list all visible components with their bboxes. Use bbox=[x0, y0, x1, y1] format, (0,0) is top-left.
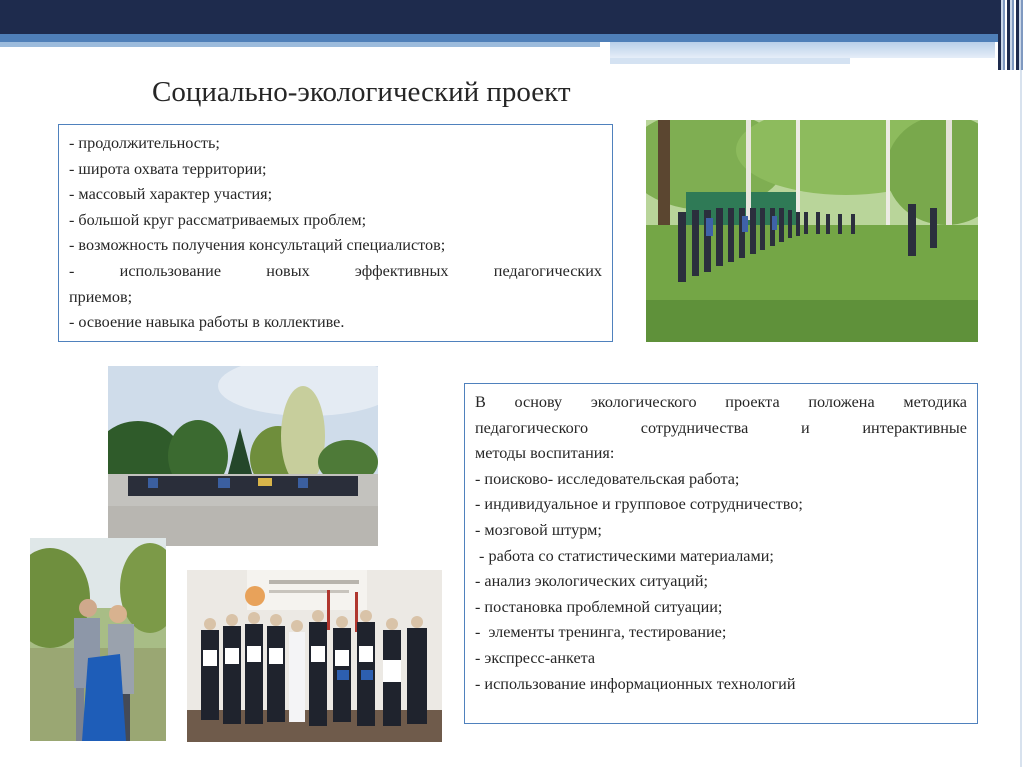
list-item: - индивидуальное и групповое сотрудничество; bbox=[475, 495, 803, 514]
methods-intro: педагогического сотрудничества и интерактивные bbox=[475, 418, 967, 437]
list-item: - поисково- исследовательская работа; bbox=[475, 469, 740, 488]
methods-intro: В основу экологического проекта положена методика bbox=[475, 393, 967, 411]
features-box bbox=[58, 124, 613, 342]
header-bar bbox=[0, 0, 1024, 34]
header-band-gradient bbox=[610, 42, 995, 58]
list-item: - мозговой штурм; bbox=[475, 520, 602, 539]
list-item: - использование новых эффективных педагогических bbox=[69, 261, 602, 280]
list-item: - продолжительность; bbox=[69, 134, 220, 152]
award-ceremony-photo bbox=[187, 570, 442, 742]
list-item: - широта охвата территории; bbox=[69, 159, 267, 178]
header-band-thin bbox=[610, 58, 850, 64]
slide-edge-line bbox=[1020, 70, 1022, 767]
list-item-continued: приемов; bbox=[69, 287, 133, 306]
header-band bbox=[0, 34, 1000, 42]
list-item: - большой круг рассматриваемых проблем; bbox=[69, 210, 367, 229]
list-item: - постановка проблемной ситуации; bbox=[475, 597, 723, 616]
square-group-photo bbox=[108, 366, 378, 546]
list-item: - освоение навыка работы в коллективе. bbox=[69, 313, 345, 332]
forest-group-photo bbox=[646, 120, 978, 342]
header-band-light bbox=[0, 42, 600, 47]
list-item: - работа со статистическими материалами; bbox=[475, 546, 774, 565]
cleanup-photo bbox=[30, 538, 166, 741]
list-item: - использование информационных технологий bbox=[475, 674, 796, 693]
methods-box bbox=[464, 383, 978, 724]
list-item: - анализ экологических ситуаций; bbox=[475, 572, 708, 591]
list-item: - экспресс-анкета bbox=[475, 648, 596, 667]
slide-title: Социально-экологический проект bbox=[152, 76, 571, 108]
list-item: - массовый характер участия; bbox=[69, 185, 273, 204]
list-item: - возможность получения консультаций специалистов; bbox=[69, 236, 446, 255]
methods-intro: методы воспитания: bbox=[475, 444, 615, 463]
header-stripes bbox=[998, 0, 1024, 70]
list-item: - элементы тренинга, тестирование; bbox=[475, 623, 727, 642]
